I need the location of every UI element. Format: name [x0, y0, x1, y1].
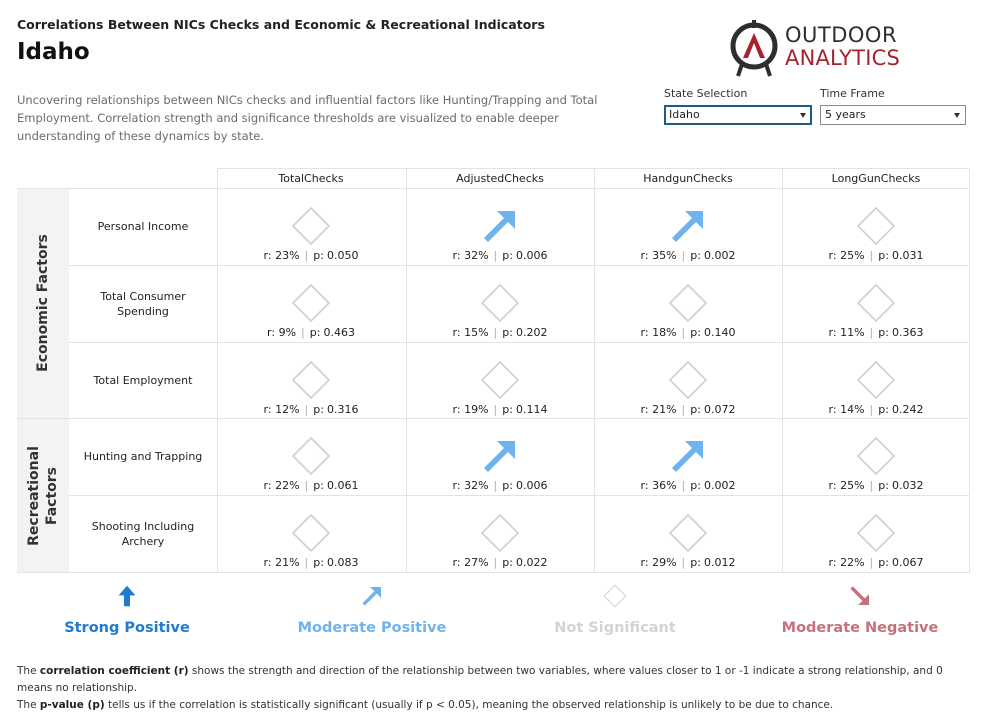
separator: | — [301, 326, 305, 339]
p-prefix: p: — [313, 249, 324, 262]
separator: | — [681, 326, 686, 339]
cell-glyph — [668, 206, 708, 246]
legend-item — [12, 584, 242, 636]
correlation-cell[interactable] — [217, 265, 405, 342]
separator: | — [869, 403, 874, 416]
p-value: 0.072 — [703, 403, 736, 416]
p-prefix: p: — [878, 556, 889, 569]
time-frame-dropdown[interactable] — [820, 105, 966, 125]
not-significant-icon — [856, 360, 896, 400]
not-significant-icon — [291, 206, 331, 246]
strong-positive-icon — [115, 584, 139, 608]
moderate-positive-icon — [668, 206, 708, 246]
p-value: 0.061 — [326, 479, 359, 492]
separator: | — [304, 556, 309, 569]
cell-glyph — [668, 513, 708, 553]
r-note-text: shows the strength and direction of the relationship between two variables, where values closer to 1 or -1 indicate a strong relationship, and 0 means no relationship. — [17, 665, 943, 694]
correlation-matrix — [17, 168, 970, 573]
p-prefix: p: — [502, 479, 513, 492]
cell-glyph — [291, 513, 331, 553]
separator: | — [681, 556, 686, 569]
legend-label: Strong Positive — [64, 620, 190, 636]
state-selection-label: State Selection — [664, 87, 748, 100]
correlation-cell[interactable] — [406, 495, 594, 573]
r-value: r: 36% — [640, 479, 677, 492]
cell-stats — [217, 249, 405, 262]
outdoor-analytics-logo — [727, 20, 917, 78]
cell-glyph — [668, 283, 708, 323]
correlation-cell[interactable] — [782, 495, 970, 573]
p-value: 0.002 — [703, 479, 736, 492]
r-value: r: 19% — [452, 403, 489, 416]
correlation-cell[interactable] — [594, 188, 782, 265]
separator: | — [493, 556, 498, 569]
row-label: Total Employment — [93, 373, 193, 387]
cell-stats — [594, 249, 782, 262]
cell-glyph — [856, 360, 896, 400]
cell-glyph — [480, 436, 520, 476]
p-prefix: p: — [878, 249, 889, 262]
p-explanation — [17, 697, 967, 714]
cell-stats — [406, 326, 594, 339]
cell-stats — [782, 479, 970, 492]
not-significant-icon — [291, 513, 331, 553]
p-value: 0.202 — [515, 326, 548, 339]
cell-glyph — [291, 283, 331, 323]
moderate-positive-icon — [668, 436, 708, 476]
p-prefix: p: — [502, 403, 513, 416]
not-significant-icon — [668, 513, 708, 553]
r-value: r: 21% — [640, 403, 677, 416]
column-header: LongGunChecks — [831, 172, 921, 185]
cell-stats — [594, 326, 782, 339]
p-value: 0.114 — [515, 403, 548, 416]
cell-glyph — [668, 436, 708, 476]
p-value: 0.006 — [515, 479, 548, 492]
p-prefix: p: — [690, 249, 701, 262]
r-value: r: 12% — [263, 403, 300, 416]
cell-stats — [594, 403, 782, 416]
group-recreational-factors — [17, 418, 69, 573]
not-significant-icon — [603, 584, 627, 608]
separator: | — [869, 479, 874, 492]
separator: | — [493, 326, 498, 339]
cell-stats — [217, 403, 405, 416]
not-significant-icon — [480, 513, 520, 553]
separator: | — [869, 326, 874, 339]
separator: | — [304, 479, 309, 492]
cell-glyph — [480, 360, 520, 400]
cell-stats — [782, 249, 970, 262]
not-significant-icon — [291, 360, 331, 400]
p-prefix: p: — [690, 403, 701, 416]
cell-glyph — [480, 513, 520, 553]
cell-stats — [406, 556, 594, 569]
p-prefix: p: — [878, 403, 889, 416]
separator: | — [493, 479, 498, 492]
p-prefix: p: — [313, 479, 324, 492]
r-value: r: 25% — [828, 479, 865, 492]
r-explanation — [17, 663, 967, 697]
separator: | — [304, 403, 309, 416]
legend-item — [257, 584, 487, 636]
cell-stats — [217, 556, 405, 569]
correlation-cell[interactable] — [217, 495, 405, 573]
not-significant-icon — [668, 360, 708, 400]
correlation-cell[interactable] — [406, 188, 594, 265]
p-value: 0.316 — [326, 403, 359, 416]
cell-stats — [782, 326, 970, 339]
not-significant-icon — [291, 436, 331, 476]
time-frame-value: 5 years — [825, 108, 866, 121]
p-value: 0.050 — [326, 249, 359, 262]
separator: | — [304, 249, 309, 262]
cell-glyph — [480, 283, 520, 323]
page-subtitle: Correlations Between NICs Checks and Economic & Recreational Indicators — [17, 17, 545, 32]
cell-stats — [406, 249, 594, 262]
p-value: 0.012 — [703, 556, 736, 569]
not-significant-icon — [291, 283, 331, 323]
p-note-text: tells us if the correlation is statistically significant (usually if p < 0.05), meaning the observed relationship is unlikely to be due to chance. — [104, 699, 834, 711]
cell-stats — [406, 479, 594, 492]
r-value: r: 22% — [263, 479, 300, 492]
r-value: r: 32% — [452, 479, 489, 492]
correlation-cell[interactable] — [594, 342, 782, 418]
cell-glyph — [291, 436, 331, 476]
separator: | — [869, 249, 874, 262]
legend-item — [500, 584, 730, 636]
r-note-prefix: The — [17, 665, 40, 677]
logo-mark-icon — [727, 20, 781, 78]
correlation-cell[interactable] — [782, 265, 970, 342]
legend-label: Moderate Negative — [781, 620, 939, 636]
legend-label: Moderate Positive — [297, 620, 447, 636]
p-value: 0.463 — [323, 326, 355, 339]
r-value: r: 23% — [263, 249, 300, 262]
p-prefix: p: — [878, 326, 889, 339]
time-frame-filter — [820, 87, 966, 125]
r-value: r: 9% — [267, 326, 297, 339]
r-value: r: 29% — [640, 556, 677, 569]
correlation-cell[interactable] — [782, 188, 970, 265]
correlation-cell[interactable] — [782, 418, 970, 495]
p-value: 0.067 — [891, 556, 924, 569]
state-selection-dropdown[interactable] — [664, 105, 812, 125]
r-value: r: 11% — [828, 326, 865, 339]
correlation-cell[interactable] — [594, 418, 782, 495]
correlation-cell[interactable] — [217, 342, 405, 418]
correlation-cell[interactable] — [782, 342, 970, 418]
state-selection-filter — [664, 87, 812, 125]
cell-stats — [594, 556, 782, 569]
cell-glyph — [856, 513, 896, 553]
p-value: 0.242 — [891, 403, 924, 416]
cell-stats — [406, 403, 594, 416]
r-value: r: 14% — [828, 403, 865, 416]
group-label-text: Recreational Factors — [26, 445, 60, 546]
footnotes — [17, 663, 967, 714]
correlation-cell[interactable] — [594, 495, 782, 573]
p-value: 0.006 — [515, 249, 548, 262]
p-prefix: p: — [309, 326, 321, 339]
p-prefix: p: — [878, 479, 889, 492]
time-frame-label: Time Frame — [820, 87, 885, 100]
p-prefix: p: — [690, 326, 701, 339]
moderate-positive-icon — [360, 584, 384, 608]
p-value: 0.083 — [326, 556, 359, 569]
group-label-text: Economic Factors — [35, 234, 51, 372]
moderate-negative-icon — [848, 584, 872, 608]
separator: | — [681, 249, 686, 262]
row-label: Total Consumer Spending — [100, 289, 186, 318]
r-value: r: 27% — [452, 556, 489, 569]
cell-glyph — [856, 206, 896, 246]
cell-glyph — [856, 436, 896, 476]
p-prefix: p: — [313, 556, 324, 569]
separator: | — [869, 556, 874, 569]
chevron-down-icon — [800, 113, 806, 118]
legend-item — [745, 584, 975, 636]
cell-stats — [217, 326, 405, 339]
r-value: r: 18% — [640, 326, 677, 339]
p-value: 0.022 — [515, 556, 548, 569]
row-label: Hunting and Trapping — [83, 450, 203, 463]
column-header: AdjustedChecks — [456, 172, 544, 185]
r-value: r: 22% — [828, 556, 865, 569]
p-prefix: p: — [502, 556, 513, 569]
cell-stats — [594, 479, 782, 492]
r-value: r: 25% — [828, 249, 865, 262]
p-note-term: p-value (p) — [39, 699, 105, 711]
p-prefix: p: — [690, 556, 701, 569]
row-label: Personal Income — [97, 220, 189, 233]
logo-word-analytics: ANALYTICS — [785, 46, 900, 70]
p-prefix: p: — [313, 403, 324, 416]
r-value: r: 21% — [263, 556, 300, 569]
p-note-prefix: The — [17, 699, 40, 711]
r-value: r: 35% — [640, 249, 677, 262]
r-value: r: 15% — [452, 326, 489, 339]
group-economic-factors — [17, 188, 69, 418]
not-significant-icon — [480, 360, 520, 400]
p-prefix: p: — [502, 249, 513, 262]
not-significant-icon — [856, 283, 896, 323]
r-note-term: correlation coefficient (r) — [39, 665, 189, 677]
correlation-cell[interactable] — [217, 188, 405, 265]
correlation-cell[interactable] — [406, 418, 594, 495]
chevron-down-icon — [954, 113, 960, 118]
not-significant-icon — [856, 513, 896, 553]
legend-label: Not Significant — [554, 620, 676, 636]
cell-glyph — [480, 206, 520, 246]
separator: | — [493, 403, 498, 416]
state-selection-value: Idaho — [669, 108, 700, 121]
cell-glyph — [291, 206, 331, 246]
moderate-positive-icon — [480, 436, 520, 476]
p-value: 0.140 — [703, 326, 736, 339]
dashboard-description: Uncovering relationships between NICs checks and influential factors like Hunting/Trapping and Total Employment. Correlation strength and significance thresholds are visualized to enable deeper understanding of these dynamics by state. — [17, 93, 598, 143]
separator: | — [681, 479, 686, 492]
cell-stats — [782, 556, 970, 569]
not-significant-icon — [668, 283, 708, 323]
column-header: HandgunChecks — [643, 172, 733, 185]
r-value: r: 32% — [452, 249, 489, 262]
cell-stats — [782, 403, 970, 416]
correlation-cell[interactable] — [406, 265, 594, 342]
p-prefix: p: — [502, 326, 513, 339]
column-header: TotalChecks — [278, 172, 344, 185]
row-label: Shooting Including Archery — [91, 520, 195, 548]
p-value: 0.031 — [891, 249, 924, 262]
cell-glyph — [668, 360, 708, 400]
correlation-cell[interactable] — [594, 265, 782, 342]
page-title: Idaho — [17, 39, 90, 65]
not-significant-icon — [480, 283, 520, 323]
moderate-positive-icon — [480, 206, 520, 246]
separator: | — [493, 249, 498, 262]
cell-glyph — [291, 360, 331, 400]
separator: | — [681, 403, 686, 416]
correlation-cell[interactable] — [217, 418, 405, 495]
not-significant-icon — [856, 206, 896, 246]
logo-word-outdoor: OUTDOOR — [785, 23, 898, 47]
not-significant-icon — [856, 436, 896, 476]
p-prefix: p: — [690, 479, 701, 492]
p-value: 0.032 — [891, 479, 924, 492]
cell-glyph — [856, 283, 896, 323]
p-value: 0.002 — [703, 249, 736, 262]
correlation-cell[interactable] — [406, 342, 594, 418]
p-value: 0.363 — [891, 326, 924, 339]
cell-stats — [217, 479, 405, 492]
